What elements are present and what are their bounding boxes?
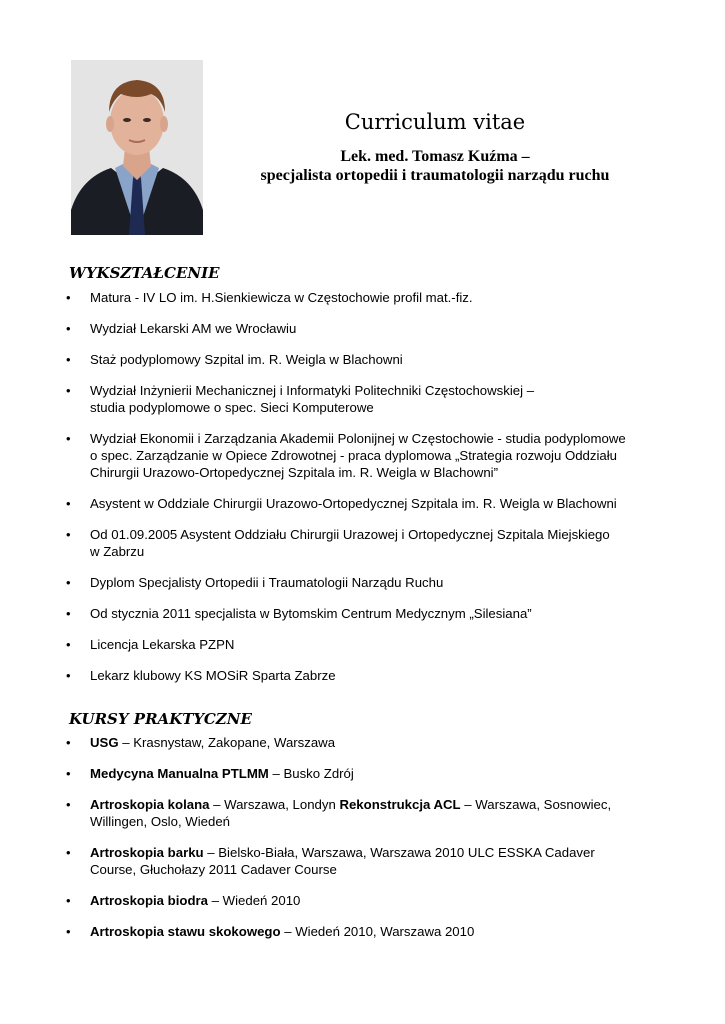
list-item-line: w Zabrzu: [90, 544, 145, 559]
course-locations: – Busko Zdrój: [268, 766, 354, 781]
list-item-line: • Od stycznia 2011 specjalista w Bytomskim Centrum Medycznym „Silesiana”: [90, 606, 532, 621]
doctor-name: Lek. med. Tomasz Kuźma –: [340, 148, 530, 165]
course-name: Medycyna Manualna PTLMM: [90, 766, 269, 781]
list-item: [0, 320, 725, 337]
list-item-line: studia podyplomowe o spec. Sieci Komputerowe: [90, 400, 374, 415]
list-item-line: • Asystent w Oddziale Chirurgii Urazowo-Ortopedycznej Szpitala im. R. Weigla w Blachowni: [90, 496, 617, 511]
list-item-line: [90, 765, 665, 782]
course-locations: – Warszawa, Sosnowiec,: [460, 797, 612, 812]
document-subtitle: [220, 147, 650, 185]
list-item-line: [90, 844, 665, 861]
course-name: Artroskopia stawu skokowego: [90, 924, 281, 939]
list-item-line: [90, 813, 665, 830]
list-item-line: [90, 734, 665, 751]
portrait-photo: [71, 60, 203, 235]
courses-heading: KURSY PRAKTYCZNE: [69, 710, 252, 728]
list-item: [0, 605, 725, 622]
list-item-line: • Lekarz klubowy KS MOSiR Sparta Zabrze: [90, 668, 336, 683]
list-item-line: [90, 892, 665, 909]
education-heading: WYKSZTAŁCENIE: [69, 264, 220, 282]
course-name: Artroskopia kolana: [90, 797, 210, 812]
list-item-line: o spec. Zarządzanie w Opiece Zdrowotnej - praca dyplomowa „Strategia rozwoju Oddziału: [90, 448, 618, 463]
list-item: [0, 526, 725, 560]
list-item: [0, 351, 725, 368]
portrait-icon: [71, 60, 203, 235]
course-locations: Course, Głuchołazy 2011 Cadaver Course: [90, 862, 337, 877]
list-item: [0, 765, 725, 782]
list-item: [0, 430, 725, 481]
list-item: [0, 495, 725, 512]
course-name: USG: [90, 735, 119, 750]
list-item-line: • Wydział Ekonomii i Zarządzania Akademii Polonijnej w Częstochowie - studia podyplomowe: [90, 431, 626, 446]
list-item: [0, 923, 725, 940]
document-title: Curriculum vitae: [344, 110, 526, 134]
course-locations: – Warszawa, Londyn: [209, 797, 340, 812]
list-item: [0, 796, 725, 830]
course-locations: – Krasnystaw, Zakopane, Warszawa: [118, 735, 336, 750]
list-item: [0, 636, 725, 653]
list-item-line: Chirurgii Urazowo-Ortopedycznej Szpitala im. R. Weigla w Blachowni”: [90, 465, 498, 480]
list-item: [0, 844, 725, 878]
education-list: [0, 289, 725, 698]
list-item-line: • Licencja Lekarska PZPN: [90, 637, 235, 652]
list-item-line: [90, 923, 665, 940]
list-item-line: [90, 796, 665, 813]
course-name: Rekonstrukcja ACL: [339, 797, 461, 812]
list-item: [0, 667, 725, 684]
course-name: Artroskopia biodra: [90, 893, 208, 908]
list-item: [0, 892, 725, 909]
doctor-specialty: specjalista ortopedii i traumatologii narządu ruchu: [260, 167, 610, 184]
list-item-line: [90, 861, 665, 878]
courses-list: [0, 734, 725, 954]
list-item-line: • Dyplom Specjalisty Ortopedii i Traumatologii Narządu Ruchu: [90, 575, 444, 590]
course-locations: – Bielsko-Biała, Warszawa, Warszawa 2010 ULC ESSKA Cadaver: [203, 845, 595, 860]
list-item-line: • Staż podyplomowy Szpital im. R. Weigla w Blachowni: [90, 352, 403, 367]
list-item: [0, 382, 725, 416]
course-locations: – Wiedeń 2010: [207, 893, 301, 908]
list-item: [0, 734, 725, 751]
list-item: [0, 289, 725, 306]
list-item-line: • Od 01.09.2005 Asystent Oddziału Chirurgii Urazowej i Ortopedycznej Szpitala Miejskiego: [90, 527, 610, 542]
course-locations: – Wiedeń 2010, Warszawa 2010: [280, 924, 475, 939]
list-item-line: • Wydział Inżynierii Mechanicznej i Informatyki Politechniki Częstochowskiej –: [90, 383, 535, 398]
course-name: Artroskopia barku: [90, 845, 204, 860]
list-item: [0, 574, 725, 591]
course-locations: Willingen, Oslo, Wiedeń: [90, 814, 230, 829]
list-item-line: • Matura - IV LO im. H.Sienkiewicza w Częstochowie profil mat.-fiz.: [90, 290, 473, 305]
list-item-line: • Wydział Lekarski AM we Wrocławiu: [90, 321, 297, 336]
